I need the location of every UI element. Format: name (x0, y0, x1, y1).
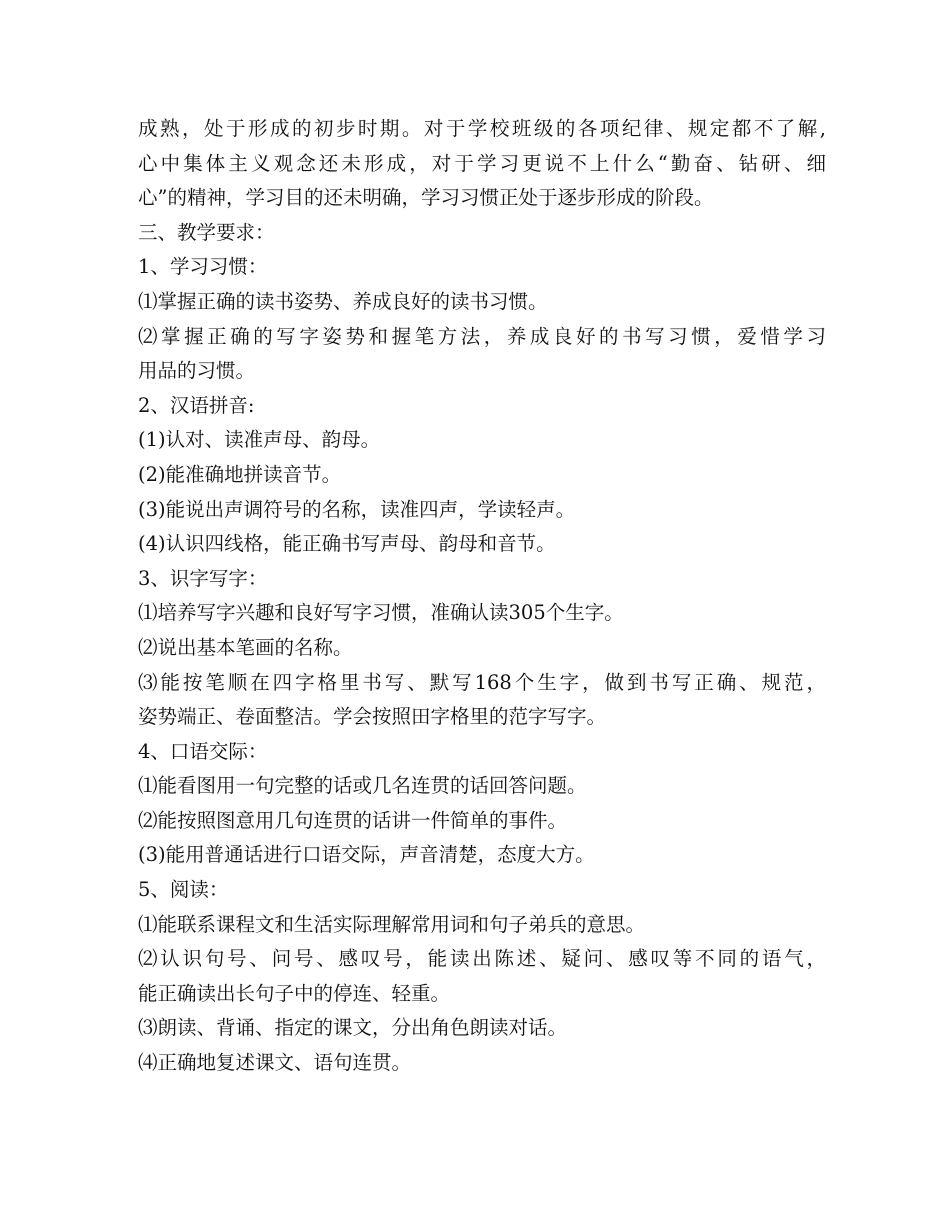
list-item: ⑴培养写字兴趣和良好写字习惯，准确认读305个生字。 (138, 601, 624, 625)
list-item-continuation: 能正确读出长句子中的停连、轻重。 (138, 981, 451, 1005)
list-item: ⑶能按笔顺在四字格里书写、默写168个生字，做到书写正确、规范， (138, 670, 826, 694)
list-item: ⑴能看图用一句完整的话或几名连贯的话回答问题。 (138, 774, 587, 798)
list-item: ⑷正确地复述课文、语句连贯。 (138, 1051, 412, 1075)
list-item: ⑶朗读、背诵、指定的课文，分出角色朗读对话。 (138, 1016, 568, 1040)
list-item: (1)认对、读准声母、韵母。 (138, 428, 381, 452)
list-item: ⑵说出基本笔画的名称。 (138, 635, 353, 659)
list-item: (4)认识四线格，能正确书写声母、韵母和音节。 (138, 532, 556, 556)
document-body (138, 112, 838, 1081)
paragraph-line: 心”的精神，学习目的还未明确，学习习惯正处于逐步形成的阶段。 (138, 186, 714, 210)
list-item: ⑴能联系课程文和生活实际理解常用词和句子弟兵的意思。 (138, 912, 646, 936)
list-item: (2)能准确地拼读音节。 (138, 462, 342, 486)
list-item-continuation: 姿势端正、卷面整洁。学会按照田字格里的范字写字。 (138, 705, 607, 729)
list-item: (3)能用普通话进行口语交际，声音清楚，态度大方。 (138, 843, 595, 867)
list-item: ⑵能按照图意用几句连贯的话讲一件简单的事件。 (138, 808, 568, 832)
subsection-heading: 2、汉语拼音: (138, 393, 255, 417)
subsection-heading: 3、识字写字： (138, 566, 268, 590)
subsection-heading: 4、口语交际： (138, 739, 268, 763)
subsection-heading: 5、阅读： (138, 878, 229, 902)
list-item-continuation: 用品的习惯。 (138, 359, 256, 383)
list-item: ⑵掌握正确的写字姿势和握笔方法，养成良好的书写习惯，爱惜学习 (138, 324, 826, 348)
paragraph-line: 心中集体主义观念还未形成，对于学习更说不上什么“勤奋、钻研、细 (138, 151, 826, 175)
subsection-heading: 1、学习习惯： (138, 255, 268, 279)
section-heading: 三、教学要求： (138, 220, 275, 244)
paragraph-line: 成熟，处于形成的初步时期。对于学校班级的各项纪律、规定都不了解, (138, 117, 826, 140)
list-item: ⑵认识句号、问号、感叹号，能读出陈述、疑问、感叹等不同的语气， (138, 947, 826, 971)
list-item: ⑴掌握正确的读书姿势、养成良好的读书习惯。 (138, 289, 548, 313)
list-item: (3)能说出声调符号的名称，读准四声，学读轻声。 (138, 497, 576, 521)
